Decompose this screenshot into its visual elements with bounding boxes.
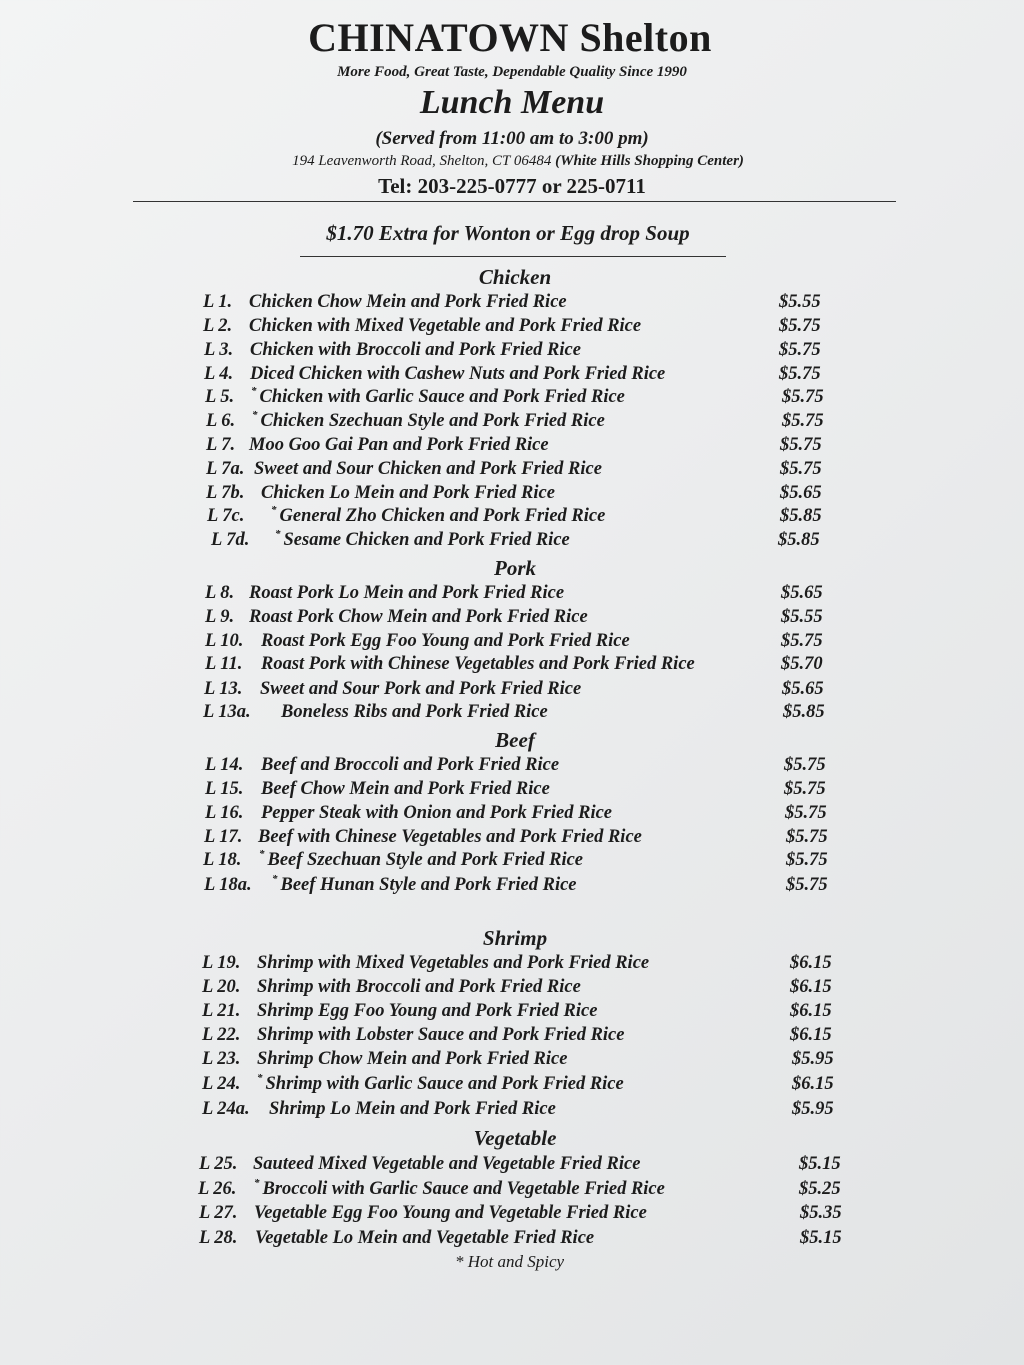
- item-name: Boneless Ribs and Pork Fried Rice: [281, 702, 548, 722]
- item-code: L 26.: [198, 1179, 237, 1199]
- item-price: $5.75: [785, 803, 827, 823]
- hot-spicy-marker: *: [271, 504, 277, 516]
- item-code: L 7d.: [211, 530, 250, 550]
- item-name: Beef Chow Mein and Pork Fried Rice: [261, 779, 550, 799]
- item-code: L 7c.: [207, 506, 245, 526]
- item-name: Beef Hunan Style and Pork Fried Rice: [280, 875, 577, 895]
- item-name-wrap: [254, 1203, 647, 1224]
- item-name-wrap: [258, 827, 642, 848]
- item-name: Roast Pork with Chinese Vegetables and Pork Fried Rice: [261, 654, 695, 674]
- item-code: L 8.: [205, 583, 235, 603]
- item-name-wrap: [269, 1099, 556, 1120]
- item-price: $5.75: [786, 827, 828, 847]
- item-name: Sauteed Mixed Vegetable and Vegetable Fried Rice: [253, 1154, 641, 1174]
- item-price: $5.75: [781, 631, 823, 651]
- hot-spicy-marker: *: [252, 409, 258, 421]
- item-price: $5.70: [781, 654, 823, 674]
- item-price: $5.85: [778, 530, 820, 550]
- item-name: Shrimp with Broccoli and Pork Fried Rice: [257, 977, 581, 997]
- item-name-wrap: [249, 607, 588, 628]
- item-name-wrap: [272, 875, 577, 896]
- item-code: L 23.: [202, 1049, 241, 1069]
- item-code: L 7a.: [206, 459, 245, 479]
- item-name-wrap: [281, 702, 548, 723]
- item-code: L 2.: [203, 316, 233, 336]
- item-price: $6.15: [792, 1074, 834, 1094]
- item-price: $5.75: [780, 459, 822, 479]
- item-name-wrap: [257, 1025, 624, 1046]
- item-name-wrap: [257, 1049, 567, 1070]
- item-name: Beef with Chinese Vegetables and Pork Fried Rice: [258, 827, 642, 847]
- category-heading: Vegetable: [473, 1126, 557, 1150]
- item-name: Sweet and Sour Chicken and Pork Fried Rice: [254, 459, 602, 479]
- item-name: Beef and Broccoli and Pork Fried Rice: [261, 755, 560, 775]
- item-code: L 27.: [199, 1203, 238, 1223]
- item-name: Shrimp Lo Mein and Pork Fried Rice: [269, 1099, 556, 1119]
- item-price: $5.75: [782, 411, 824, 431]
- item-code: L 18.: [203, 850, 242, 870]
- item-name: Vegetable Lo Mein and Vegetable Fried Rice: [255, 1228, 595, 1248]
- item-price: $5.75: [786, 875, 828, 895]
- item-price: $5.85: [783, 702, 825, 722]
- restaurant-title: CHINATOWN Shelton: [308, 15, 712, 60]
- item-name-wrap: [261, 483, 555, 504]
- item-code: L 6.: [206, 411, 236, 431]
- item-code: L 20.: [202, 977, 241, 997]
- category-heading: Beef: [495, 728, 535, 752]
- item-price: $5.75: [780, 435, 822, 455]
- hot-spicy-marker: *: [257, 1072, 263, 1084]
- item-code: L 15.: [205, 779, 244, 799]
- item-name-wrap: [261, 755, 559, 776]
- item-name: Chicken with Garlic Sauce and Pork Fried Rice: [259, 387, 625, 407]
- item-price: $5.65: [782, 679, 824, 699]
- item-code: L 19.: [202, 953, 241, 973]
- item-price: $5.15: [800, 1228, 842, 1248]
- item-code: L 10.: [205, 631, 244, 651]
- item-name-wrap: [261, 779, 550, 800]
- item-name: Roast Pork Chow Mein and Pork Fried Rice: [249, 607, 588, 627]
- item-name-wrap: [260, 679, 581, 700]
- item-name-wrap: [257, 953, 649, 974]
- item-name-wrap: [250, 364, 665, 385]
- item-name-wrap: [271, 506, 605, 527]
- item-name: General Zho Chicken and Pork Fried Rice: [279, 506, 606, 526]
- item-code: L 24.: [202, 1074, 241, 1094]
- item-code: L 13.: [204, 679, 243, 699]
- item-price: $5.15: [799, 1154, 841, 1174]
- item-name: Moo Goo Gai Pan and Pork Fried Rice: [249, 435, 549, 455]
- item-code: L 28.: [199, 1228, 238, 1248]
- category-heading: Pork: [494, 556, 536, 580]
- soup-note: $1.70 Extra for Wonton or Egg drop Soup: [326, 221, 690, 245]
- item-name-wrap: [254, 1179, 665, 1200]
- item-name: Pepper Steak with Onion and Pork Fried Rice: [261, 803, 613, 823]
- item-price: $5.35: [800, 1203, 842, 1223]
- item-code: L 3.: [204, 340, 234, 360]
- item-price: $5.25: [799, 1179, 841, 1199]
- hot-spicy-marker: *: [259, 848, 265, 860]
- item-code: L 21.: [202, 1001, 241, 1021]
- item-name-wrap: [257, 977, 581, 998]
- item-code: L 14.: [205, 755, 244, 775]
- item-price: $6.15: [790, 1025, 832, 1045]
- item-price: $6.15: [790, 1001, 832, 1021]
- item-price: $5.65: [780, 483, 822, 503]
- item-name: Chicken with Broccoli and Pork Fried Rice: [250, 340, 581, 360]
- item-name: Roast Pork Lo Mein and Pork Fried Rice: [249, 583, 565, 603]
- item-price: $5.75: [779, 316, 821, 336]
- address-note: (White Hills Shopping Center): [555, 153, 744, 169]
- header-divider: [133, 201, 896, 202]
- item-price: $6.15: [790, 977, 832, 997]
- item-name: Roast Pork Egg Foo Young and Pork Fried Rice: [261, 631, 630, 651]
- item-code: L 13a.: [203, 702, 251, 722]
- item-name: Chicken Lo Mein and Pork Fried Rice: [261, 483, 555, 503]
- item-price: $5.55: [779, 292, 821, 312]
- telephone: Tel: 203-225-0777 or 225-0711: [378, 174, 646, 198]
- item-code: L 9.: [205, 607, 235, 627]
- item-code: L 22.: [202, 1025, 241, 1045]
- category-heading: Shrimp: [482, 926, 548, 950]
- item-price: $5.75: [782, 387, 824, 407]
- item-name: Vegetable Egg Foo Young and Vegetable Fried Rice: [254, 1203, 647, 1223]
- menu-name: Lunch Menu: [419, 84, 605, 121]
- item-name: Chicken Szechuan Style and Pork Fried Rice: [260, 411, 605, 431]
- item-name-wrap: [249, 316, 641, 337]
- item-name-wrap: [254, 459, 602, 480]
- item-name: Sweet and Sour Pork and Pork Fried Rice: [260, 679, 582, 699]
- item-name: Shrimp Chow Mein and Pork Fried Rice: [257, 1049, 568, 1069]
- address: [6, 153, 1024, 170]
- item-name-wrap: [255, 1228, 594, 1249]
- item-name: Chicken Chow Mein and Pork Fried Rice: [249, 292, 567, 312]
- item-name-wrap: [257, 1074, 624, 1095]
- serving-hours: (Served from 11:00 am to 3:00 pm): [375, 128, 649, 149]
- item-name-wrap: [253, 1154, 640, 1175]
- hot-spicy-footnote: * Hot and Spicy: [455, 1252, 565, 1271]
- item-code: L 7.: [206, 435, 236, 455]
- item-code: L 24a.: [202, 1099, 250, 1119]
- item-code: L 4.: [204, 364, 234, 384]
- item-name: Broccoli with Garlic Sauce and Vegetable Fried Rice: [262, 1179, 665, 1199]
- item-name-wrap: [250, 340, 581, 361]
- item-name-wrap: [261, 654, 695, 675]
- item-code: L 5.: [205, 387, 235, 407]
- item-code: L 17.: [204, 827, 243, 847]
- hot-spicy-marker: *: [275, 528, 281, 540]
- item-name-wrap: [259, 850, 583, 871]
- item-price: $5.75: [784, 779, 826, 799]
- item-price: $5.65: [781, 583, 823, 603]
- item-price: $5.55: [781, 607, 823, 627]
- item-name-wrap: [252, 411, 605, 432]
- item-name: Sesame Chicken and Pork Fried Rice: [283, 530, 570, 550]
- item-price: $5.75: [784, 755, 826, 775]
- item-name: Shrimp with Lobster Sauce and Pork Fried Rice: [257, 1025, 625, 1045]
- item-price: $5.75: [779, 364, 821, 384]
- hot-spicy-marker: *: [254, 1177, 260, 1189]
- soup-divider: [300, 256, 726, 257]
- item-name-wrap: [251, 387, 625, 408]
- item-code: L 25.: [199, 1154, 238, 1174]
- item-name-wrap: [249, 583, 564, 604]
- item-price: $5.75: [779, 340, 821, 360]
- item-name: Shrimp with Mixed Vegetables and Pork Fried Rice: [257, 953, 650, 973]
- item-code: L 1.: [203, 292, 233, 312]
- item-name: Diced Chicken with Cashew Nuts and Pork Fried Rice: [250, 364, 666, 384]
- item-price: $5.95: [792, 1049, 834, 1069]
- item-name-wrap: [275, 530, 570, 551]
- item-name: Chicken with Mixed Vegetable and Pork Fried Rice: [249, 316, 642, 336]
- item-code: L 18a.: [204, 875, 252, 895]
- hot-spicy-marker: *: [272, 873, 278, 885]
- item-name: Beef Szechuan Style and Pork Fried Rice: [267, 850, 584, 870]
- item-price: $6.15: [790, 953, 832, 973]
- address-street: 194 Leavenworth Road, Shelton, CT 06484: [292, 153, 552, 169]
- item-name: Shrimp with Garlic Sauce and Pork Fried Rice: [265, 1074, 624, 1094]
- item-name: Shrimp Egg Foo Young and Pork Fried Rice: [257, 1001, 598, 1021]
- item-code: L 16.: [205, 803, 244, 823]
- item-name-wrap: [261, 803, 612, 824]
- item-price: $5.75: [786, 850, 828, 870]
- item-name-wrap: [249, 435, 549, 456]
- item-price: $5.85: [780, 506, 822, 526]
- category-heading: Chicken: [478, 265, 552, 289]
- item-name-wrap: [257, 1001, 597, 1022]
- item-code: L 11.: [205, 654, 243, 674]
- item-code: L 7b.: [206, 483, 245, 503]
- tagline: More Food, Great Taste, Dependable Quality Since 1990: [337, 64, 687, 80]
- item-price: $5.95: [792, 1099, 834, 1119]
- item-name-wrap: [261, 631, 630, 652]
- item-name-wrap: [249, 292, 567, 313]
- hot-spicy-marker: *: [251, 385, 257, 397]
